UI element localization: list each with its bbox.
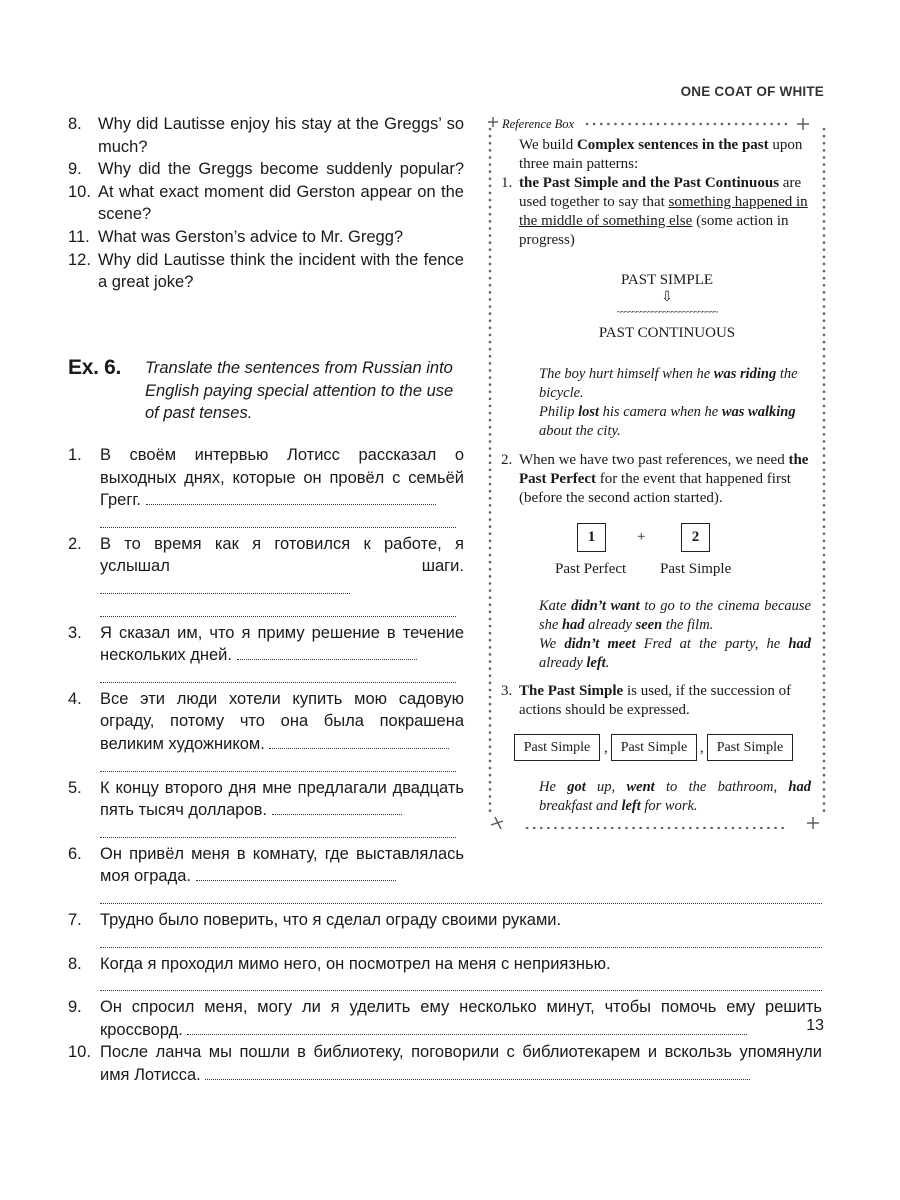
answer-line[interactable] [196,866,396,881]
question-text: What was Gerston’s advice to Mr. Gregg? [98,227,404,246]
question-list [68,113,464,294]
diagram-past-simple: PAST SIMPLE [620,272,714,288]
examples-pattern-1 [539,365,811,441]
exercise-instruction: Translate the sentences from Russian into English paying special attention to the use of past tenses. [145,359,454,423]
answer-line[interactable] [187,1020,747,1035]
exercise-item [68,622,464,667]
diagram-past-continuous: PAST CONTINUOUS [598,325,736,341]
exercise-item [68,777,464,822]
item-text [100,996,822,1041]
question-item [68,249,464,294]
item-number: 9. [68,998,82,1017]
item-text [100,777,464,822]
example-sentence: We didn’t meet Fred at the party, he had already left. [539,636,811,671]
reference-intro: We build Complex sentences in the past upon three main patterns: [519,137,803,172]
item-number: 10. [68,1043,91,1062]
exercise-item [68,533,464,601]
item-number: 3. [68,623,82,642]
item-sentence: Когда я проходил мимо него, он посмотрел на меня с неприязнью. [100,954,611,973]
question-item [68,226,464,249]
examples-pattern-3 [539,778,811,816]
question-number: 10. [68,182,91,201]
item-sentence: После ланча мы пошли в библиотеку, поговорили с библиотекарем и вскользь упомянули имя Лотисса. [100,1043,822,1084]
item-text [100,1041,822,1086]
exercise-item [68,843,464,888]
item-sentence: К концу второго дня мне предлагали двадцать пять тысяч долларов. [100,778,464,820]
item-number: 5. [68,778,82,797]
answer-line[interactable] [272,800,402,815]
answer-line[interactable] [100,756,456,772]
pattern-1: 1. the Past Simple and the Past Continuous are used together to say that something happened in the middle of something else (some action in progress) [501,175,808,248]
exercise-item [68,444,464,512]
question-text: Why did Lautisse enjoy his stay at the Greggs’ so much? [98,115,464,156]
comma: , [700,740,704,756]
example-sentence: Kate didn’t want to go to the cinema because she had already seen the film. [539,598,811,633]
item-sentence: Трудно было поверить, что я сделал ограду своими руками. [100,910,562,929]
label-past-simple: Past Simple [660,561,732,577]
question-text: Why did the Greggs become suddenly popular? [98,160,464,179]
question-number: 9. [68,160,82,179]
item-number: 8. [68,954,82,973]
question-item [68,181,464,226]
question-text: At what exact moment did Gerston appear on the scene? [98,182,464,224]
answer-line[interactable] [146,490,436,505]
item-number: 1. [68,446,82,464]
question-text: Why did Lautisse think the incident with the fence a great joke? [98,250,464,292]
tense-diagram [547,272,787,342]
wave-line: ~~~~~~~~~~~~~~~~~~~~~~~~~~ [616,307,718,317]
down-arrow-icon: ⇩ [661,290,673,305]
exercise-item [68,1041,822,1086]
question-item [68,113,464,158]
item-number: 6. [68,844,82,863]
answer-line[interactable] [100,667,456,683]
answer-line[interactable] [237,645,417,660]
running-header: ONE COAT OF WHITE [680,84,824,99]
label-past-perfect: Past Perfect [555,561,627,577]
pattern-number: 1. [501,175,513,191]
pattern-2: 2. When we have two past references, we need the Past Perfect for the event that happened first (before the second action started). [501,452,809,506]
answer-line[interactable] [100,932,822,948]
question-item [68,158,464,181]
corner-star-icon [807,817,819,829]
order-box-1: 1 [577,523,606,552]
examples-pattern-2 [539,597,811,673]
example-sentence: He got up, went to the bathroom, had breakfast and left for work. [539,779,811,814]
pattern-number: 2. [501,452,513,468]
corner-star-icon [491,817,503,829]
example-sentence: The boy hurt himself when he was riding the bicycle. [539,366,798,401]
sequence-box-2: Past Simple [611,734,697,761]
answer-line[interactable] [100,579,350,594]
exercise-label: Ex. 6. [68,356,122,379]
order-box-2: 2 [681,523,710,552]
item-sentence: Я сказал им, что я приму решение в течение нескольких дней. [100,623,464,665]
answer-line[interactable] [205,1065,750,1080]
exercise-item [68,996,822,1041]
question-number: 12. [68,250,91,269]
answer-line[interactable] [100,975,822,991]
item-sentence: Он привёл меня в комнату, где выставлялась моя ограда. [100,844,464,886]
corner-star-icon [488,117,498,127]
pattern-number: 3. [501,683,513,699]
answer-line[interactable] [100,601,456,617]
question-number: 8. [68,115,82,133]
answer-line[interactable] [100,822,456,838]
item-number: 2. [68,534,82,553]
corner-star-icon [797,118,809,130]
exercise-item [68,909,822,932]
item-sentence: Все эти люди хотели купить мою садовую ограду, потому что она была покрашена великим художником. [100,689,464,753]
item-text [100,444,464,512]
item-sentence: Он спросил меня, могу ли я уделить ему несколько минут, чтобы помочь ему решить кроссворд. [100,998,822,1039]
item-text [100,843,464,888]
pattern-3: 3. The Past Simple is used, if the succession of actions should be expressed. [501,683,792,718]
page-number: 13 [806,1017,824,1034]
question-number: 11. [68,227,90,246]
sequence-box-1: Past Simple [514,734,600,761]
item-text [100,533,464,601]
answer-line[interactable] [100,888,822,904]
answer-line[interactable] [269,734,449,749]
item-sentence: В то время как я готовился к работе, я услышал шаги. [100,534,464,576]
reference-box [487,117,827,829]
item-text [100,622,464,667]
item-number: 4. [68,689,82,708]
item-text [100,688,464,756]
sequence-box-3: Past Simple [707,734,793,761]
example-sentence: Philip lost his camera when he was walking about the city. [539,404,796,439]
item-number: 7. [68,910,82,929]
plus-sign: + [637,529,646,545]
item-sentence: В своём интервью Лотисс рассказал о выходных днях, которые он провёл с семьёй Грегг. [100,446,464,510]
reference-box-title: Reference Box [502,117,578,132]
answer-line[interactable] [100,512,456,528]
exercise-item [68,953,822,976]
exercise-item [68,688,464,756]
comma: , [604,740,608,756]
